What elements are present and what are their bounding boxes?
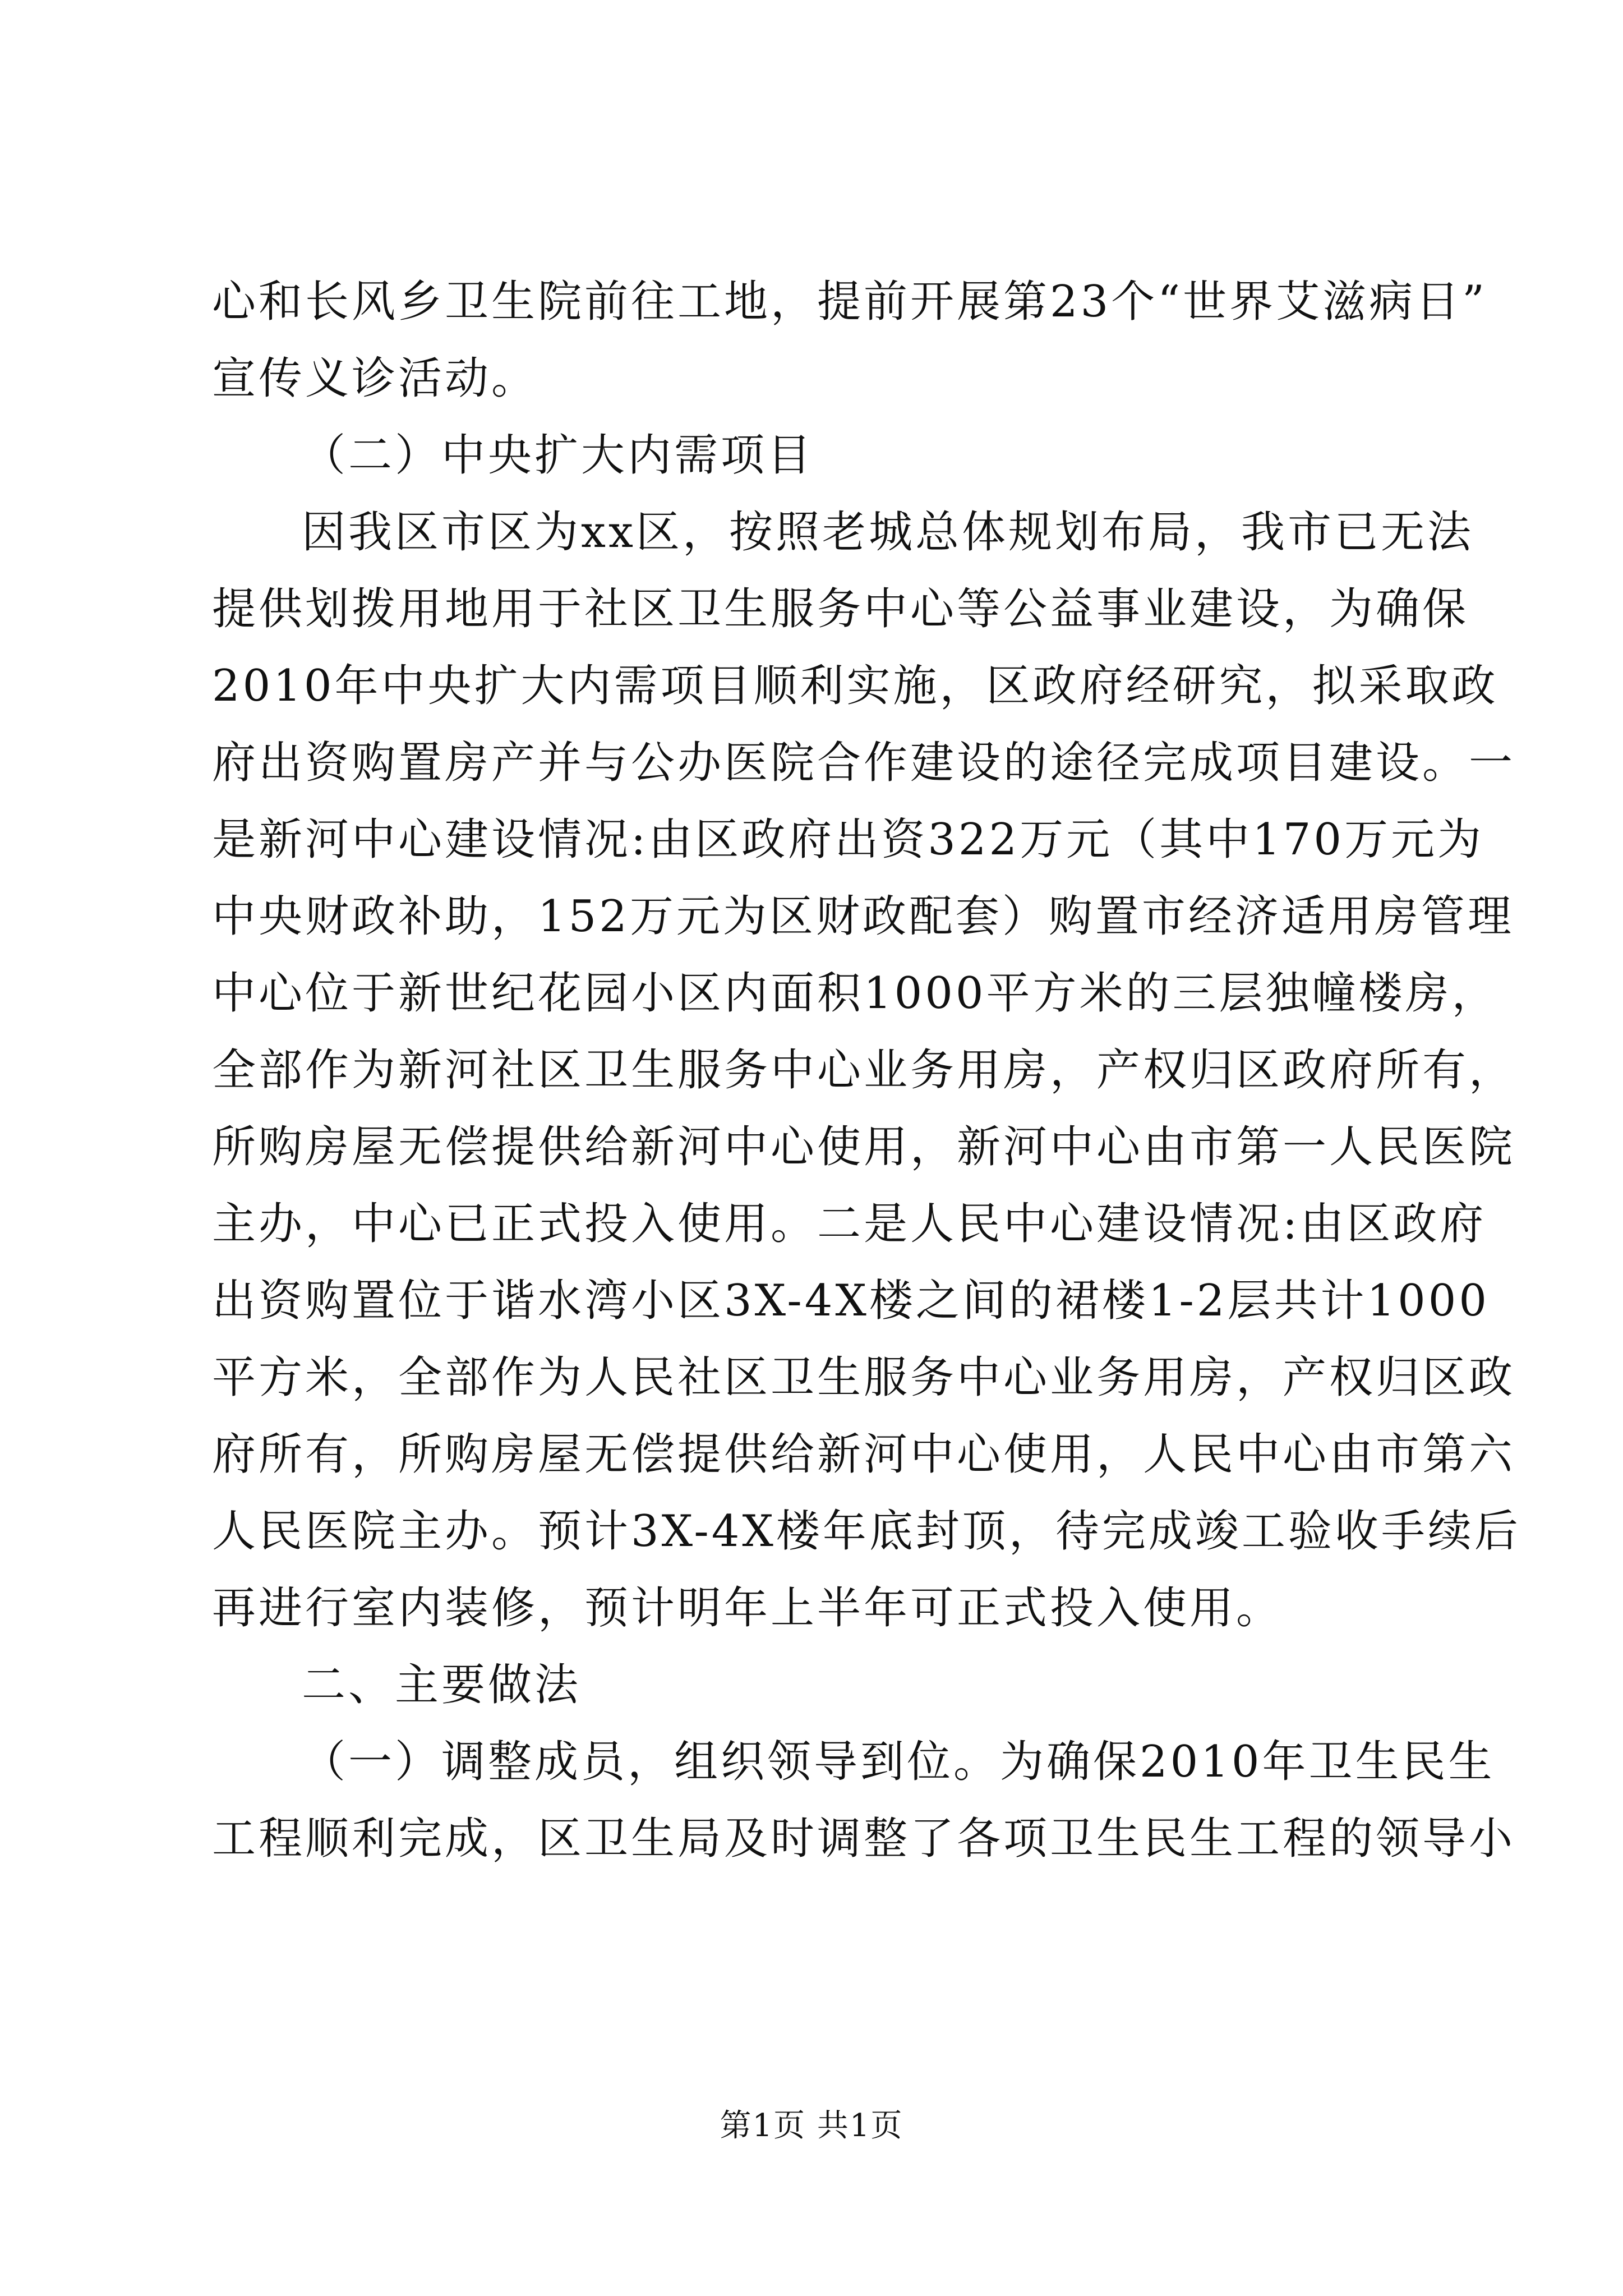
- text-line: 中央财政补助，152万元为区财政配套）购置市经济适用房管理: [212, 891, 1514, 942]
- text-line: 平方米，全部作为人民社区卫生服务中心业务用房，产权归区政: [212, 1352, 1516, 1403]
- text-line: 2010年中央扩大内需项目顺利实施，区政府经研究，拟采取政: [212, 661, 1498, 711]
- text-line: 再进行室内装修，预计明年上半年可正式投入使用。: [212, 1583, 1283, 1634]
- text-line: 主办，中心已正式投入使用。二是人民中心建设情况:由区政府: [212, 1199, 1487, 1249]
- text-line: 所购房屋无偿提供给新河中心使用，新河中心由市第一人民医院: [212, 1122, 1516, 1172]
- document-body: [212, 264, 1521, 1878]
- text-line: 人民医院主办。预计3X-4X楼年底封顶，待完成竣工验收手续后: [212, 1506, 1521, 1557]
- section-heading: （二）中央扩大内需项目: [302, 430, 814, 481]
- text-line: 府所有，所购房屋无偿提供给新河中心使用，人民中心由市第六: [212, 1429, 1516, 1480]
- text-line: 出资购置位于谐水湾小区3X-4X楼之间的裙楼1-2层共计1000: [212, 1276, 1490, 1326]
- text-line: 提供划拨用地用于社区卫生服务中心等公益事业建设，为确保: [212, 584, 1469, 634]
- text-line: 心和长风乡卫生院前往工地，提前开展第23个“世界艾滋病日”: [212, 277, 1488, 327]
- text-line: 中心位于新世纪花园小区内面积1000平方米的三层独幢楼房，: [212, 968, 1498, 1019]
- text-line: 府出资购置房产并与公办医院合作建设的途径完成项目建设。一: [212, 738, 1516, 788]
- section-heading: 二、主要做法: [302, 1660, 582, 1710]
- text-line: 因我区市区为xx区，按照老城总体规划布局，我市已无法: [302, 507, 1474, 558]
- text-line: 宣传义诊活动。: [212, 353, 538, 404]
- text-line: 全部作为新河社区卫生服务中心业务用房，产权归区政府所有，: [212, 1045, 1516, 1096]
- page-footer: 第1页 共1页: [720, 2108, 903, 2144]
- text-line: （一）调整成员，组织领导到位。为确保2010年卫生民生: [302, 1737, 1495, 1787]
- text-line: 是新河中心建设情况:由区政府出资322万元（其中170万元为: [212, 815, 1484, 865]
- text-line: 工程顺利完成，区卫生局及时调整了各项卫生民生工程的领导小: [212, 1814, 1516, 1864]
